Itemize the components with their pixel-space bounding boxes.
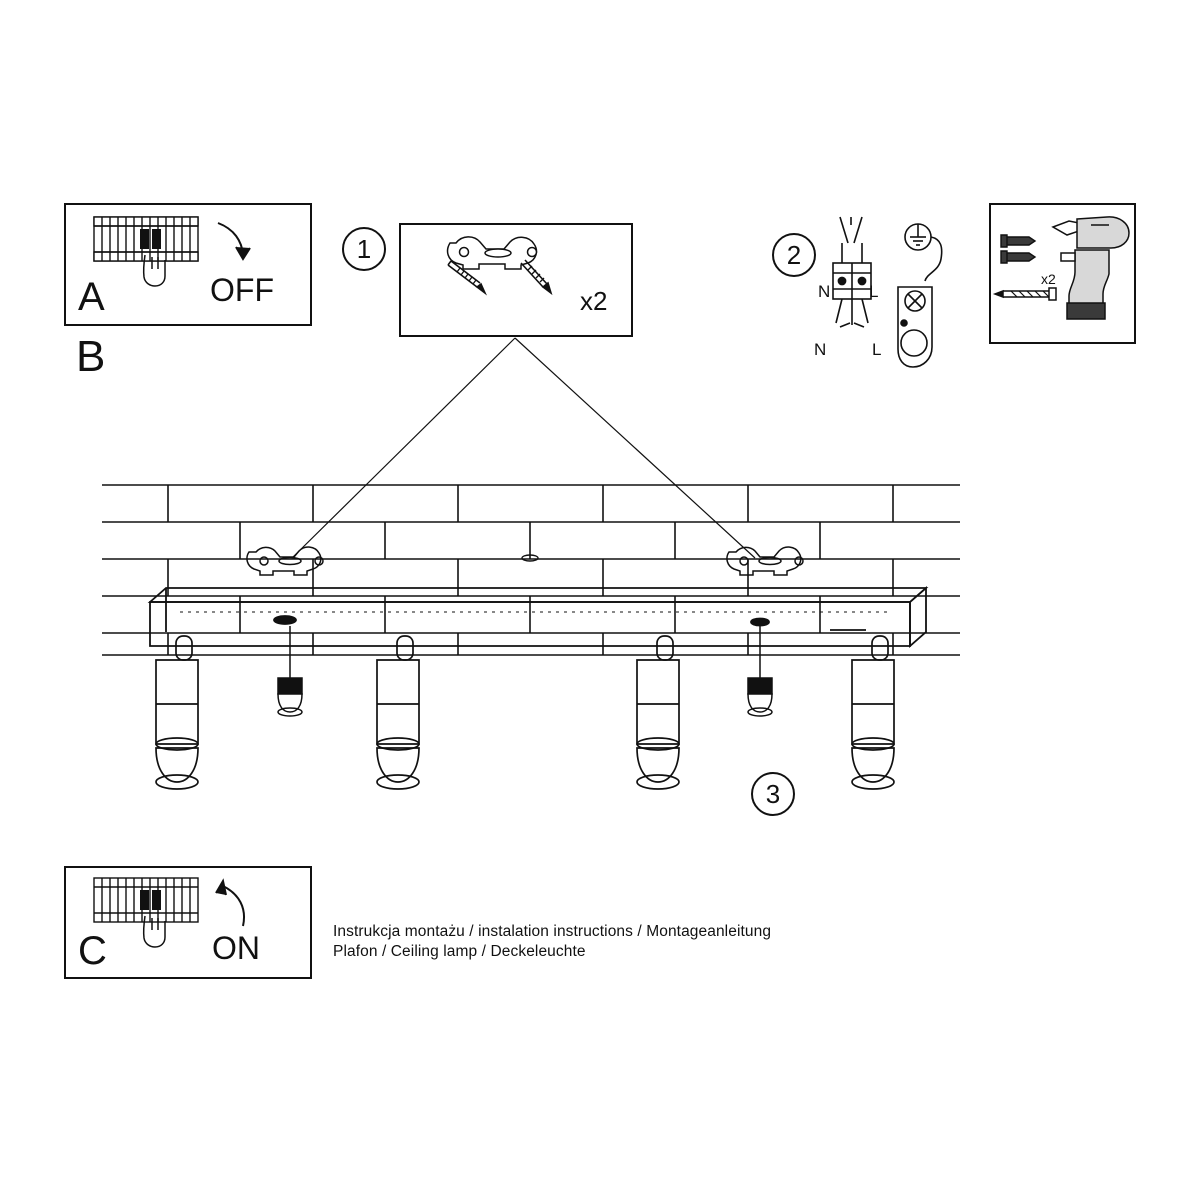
panel-1-frame [399,223,633,337]
terminal-label-l-top: L [869,282,879,301]
callout-3-label: 3 [765,778,781,809]
panel-1-graphic [401,225,631,335]
callout-3-circle [751,772,795,816]
step-c-text: ON [212,930,260,966]
step-b-label: B [76,332,106,381]
spotlight-4 [852,636,894,789]
callout-2-label: 2 [786,239,802,270]
wall-bracket-left [247,547,323,575]
spotlight-1 [156,636,198,789]
callout-1-label: 1 [356,233,372,264]
mount-screw-left [278,626,302,716]
main-scene [60,330,1140,850]
panel-tools-graphic [991,205,1134,342]
caption-line-2: Plafon / Ceiling lamp / Deckeleuchte [333,943,586,960]
terminal-label-l-bottom: L [872,340,882,359]
step-c-label: C [78,929,107,973]
panel-tools-frame [989,203,1136,344]
callout-1-circle [342,227,386,271]
anchors-quantity: x2 [1041,271,1056,287]
wall-bracket-right [727,547,803,575]
mount-screw-right [748,626,772,716]
caption-line-1: Instrukcja montażu / instalation instructions / Montageanleitung [333,923,772,940]
step-a-label: A [78,275,105,319]
spotlight-3 [637,636,679,789]
terminal-label-n-top: N [818,282,831,301]
brackets-quantity: x2 [580,286,608,316]
step-a-text: OFF [210,272,274,308]
spotlight-2 [377,636,419,789]
terminal-label-n-bottom: N [814,340,827,359]
